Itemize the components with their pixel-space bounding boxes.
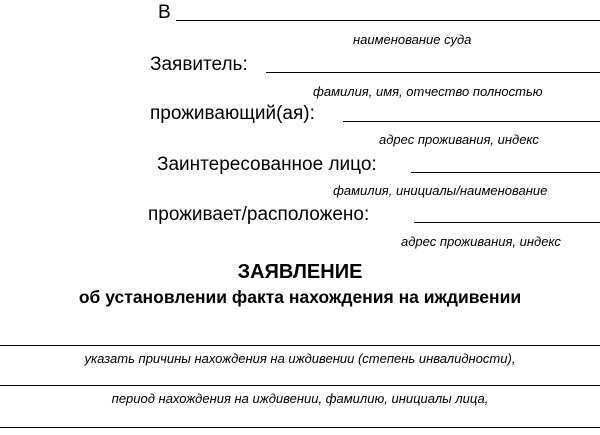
person-input-line[interactable] xyxy=(0,427,600,428)
interested-party-label: Заинтересованное лицо: xyxy=(157,154,377,175)
period-input-line[interactable] xyxy=(0,385,600,386)
interested-party-residence-hint: адрес проживания, индекс xyxy=(401,234,561,249)
applicant-residence-hint: адрес проживания, индекс xyxy=(379,132,539,147)
applicant-input-line[interactable] xyxy=(266,72,600,73)
court-label: В xyxy=(158,2,171,23)
reasons-input-line[interactable] xyxy=(0,345,600,346)
period-hint: период нахождения на иждивении, фамилию, инициалы лица, xyxy=(111,391,489,406)
applicant-label: Заявитель: xyxy=(150,54,248,75)
reasons-hint: указать причины нахождения на иждивении (степень инвалидности), xyxy=(84,351,516,366)
interested-party-hint: фамилия, инициалы/наименование xyxy=(333,183,548,198)
document-title: ЗАЯВЛЕНИЕ xyxy=(237,261,363,283)
interested-party-residence-label: проживает/расположено: xyxy=(148,204,370,225)
document-subtitle: об установлении факта нахождения на иждивении xyxy=(78,287,522,307)
interested-party-input-line[interactable] xyxy=(411,172,600,173)
court-input-line[interactable] xyxy=(176,20,600,21)
interested-party-residence-input-line[interactable] xyxy=(414,222,600,223)
applicant-residence-label: проживающий(ая): xyxy=(150,103,315,124)
applicant-residence-input-line[interactable] xyxy=(343,121,600,122)
applicant-hint: фамилия, имя, отчество полностью xyxy=(313,84,543,99)
court-hint: наименование суда xyxy=(353,32,472,47)
